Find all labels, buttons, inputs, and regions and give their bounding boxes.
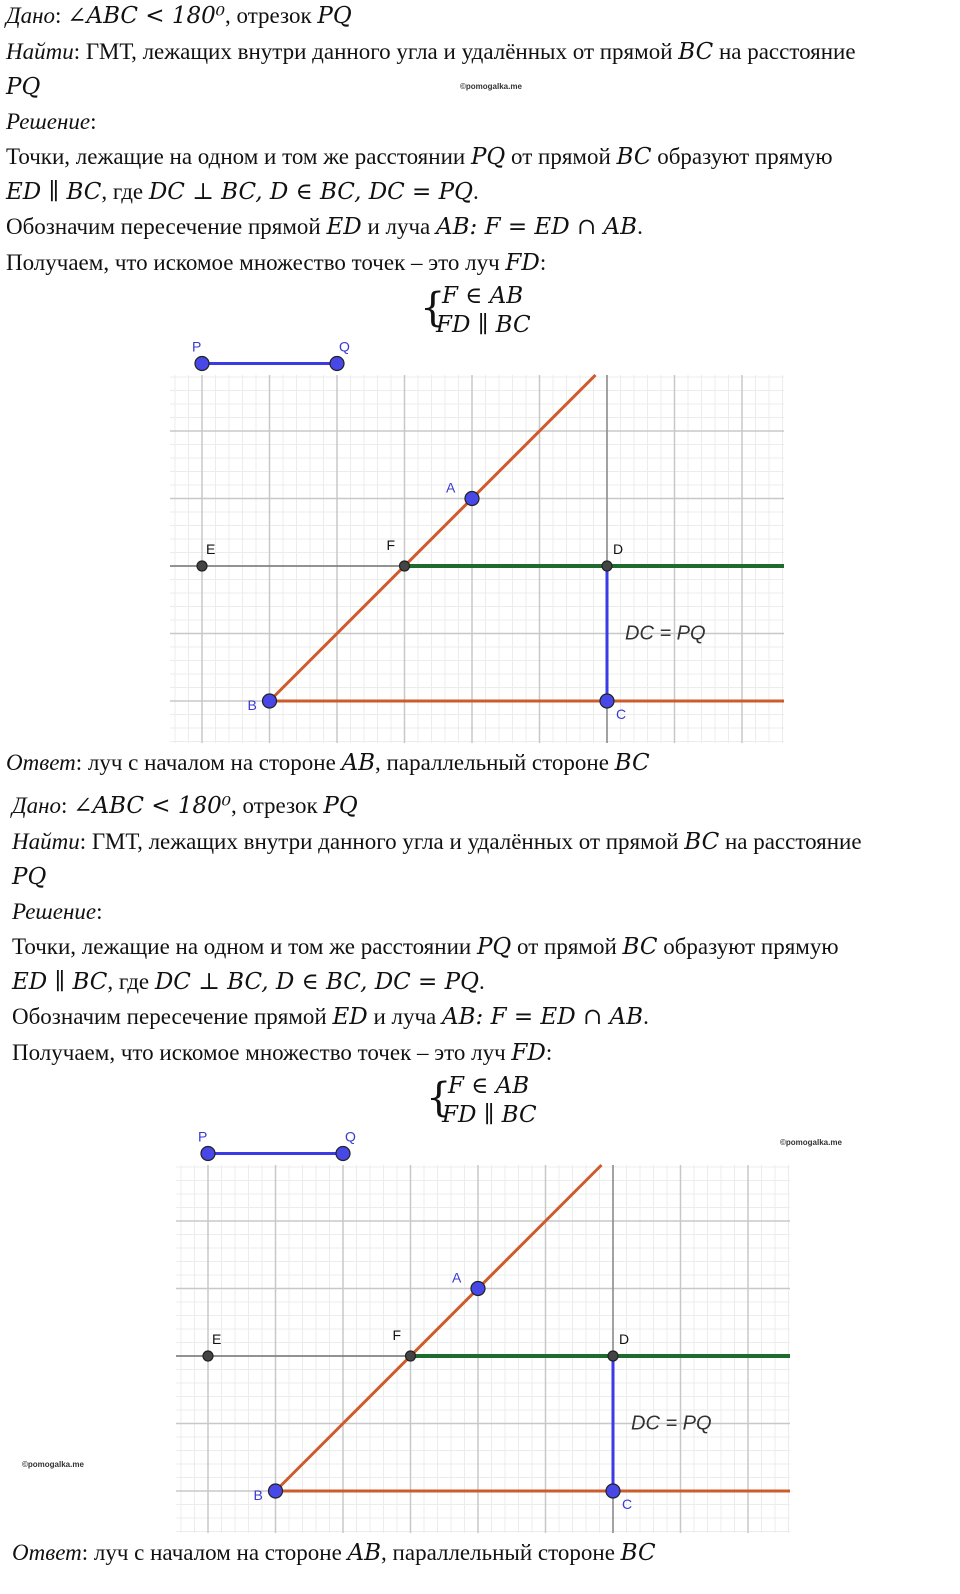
point-label-e: E bbox=[206, 541, 216, 557]
paragraph-3 bbox=[12, 1002, 649, 1032]
given-segment: PQ bbox=[323, 793, 358, 819]
p3-math: AB: F = ED ∩ AB bbox=[442, 1004, 644, 1030]
solution-label: Решение bbox=[6, 109, 91, 134]
given-label: Дано bbox=[12, 793, 62, 818]
find-text2: на расстояние bbox=[713, 39, 856, 64]
point-label-a: A bbox=[446, 479, 456, 496]
point-e bbox=[203, 1351, 213, 1361]
p2-text: , где bbox=[107, 969, 155, 994]
paragraph-3 bbox=[6, 212, 643, 242]
answer-bc: BC bbox=[614, 750, 650, 776]
geometry-figure bbox=[170, 338, 784, 743]
p1-text3: образуют прямую bbox=[657, 934, 839, 959]
point-p bbox=[195, 357, 209, 371]
point-d bbox=[608, 1351, 618, 1361]
p4-end: : bbox=[545, 1040, 553, 1065]
point-label-d: D bbox=[613, 541, 624, 557]
annotation-dc-pq: DC = PQ bbox=[631, 1412, 712, 1435]
watermark: ©pomogalka.me bbox=[460, 82, 522, 91]
answer-line bbox=[12, 1538, 656, 1568]
paragraph-4 bbox=[12, 1038, 552, 1068]
p2-math1: ED ∥ BC bbox=[6, 179, 102, 205]
find-bc: BC bbox=[678, 39, 714, 65]
paragraph-2 bbox=[12, 967, 485, 997]
point-label-c: C bbox=[622, 1496, 633, 1512]
given-rest: , отрезок bbox=[225, 3, 318, 28]
point-p bbox=[201, 1147, 215, 1161]
given-sep: : bbox=[61, 793, 74, 818]
answer-text2: , параллельный стороне bbox=[375, 750, 615, 775]
given-line bbox=[12, 791, 358, 821]
point-a bbox=[465, 492, 479, 506]
p1-text: Точки, лежащие на одном и том же расстоянии bbox=[12, 934, 477, 959]
paragraph-1 bbox=[12, 932, 839, 962]
point-f bbox=[406, 1351, 416, 1361]
point-label-q: Q bbox=[339, 338, 350, 355]
solution-label: Решение bbox=[12, 899, 97, 924]
solution-heading bbox=[6, 107, 97, 137]
p2-math2: DC ⊥ BC, D ∈ BC, DC = PQ bbox=[148, 179, 473, 205]
paragraph-2 bbox=[6, 177, 479, 207]
p3-end: . bbox=[637, 214, 643, 239]
p2-math2: DC ⊥ BC, D ∈ BC, DC = PQ bbox=[154, 969, 479, 995]
given-angle: ∠ABC < 180⁰ bbox=[73, 793, 232, 819]
p1-text2: от прямой bbox=[505, 144, 617, 169]
answer-text: : луч с началом на стороне bbox=[75, 750, 342, 775]
answer-ab: AB bbox=[341, 750, 376, 776]
given-line bbox=[6, 1, 352, 31]
ray-ba bbox=[276, 1165, 602, 1491]
p3-text: Обозначим пересечение прямой bbox=[6, 214, 327, 239]
answer-bc: BC bbox=[620, 1540, 656, 1566]
point-q bbox=[330, 357, 344, 371]
p1-text: Точки, лежащие на одном и том же расстоянии bbox=[6, 144, 471, 169]
p3-math: AB: F = ED ∩ AB bbox=[436, 214, 638, 240]
p1-pq: PQ bbox=[470, 144, 506, 170]
given-label: Дано bbox=[6, 3, 56, 28]
point-label-q: Q bbox=[345, 1128, 356, 1145]
find-text2: на расстояние bbox=[719, 829, 862, 854]
p3-ed: ED bbox=[326, 214, 362, 240]
p2-end: . bbox=[478, 969, 485, 994]
p3-ed: ED bbox=[332, 1004, 368, 1030]
system-line-1: F ∈ AB bbox=[448, 1073, 530, 1099]
p4-fd: FD bbox=[505, 250, 540, 276]
given-angle: ∠ABC < 180⁰ bbox=[67, 3, 226, 29]
annotation-dc-pq: DC = PQ bbox=[625, 622, 706, 645]
find-label: Найти bbox=[12, 829, 80, 854]
point-label-d: D bbox=[619, 1331, 630, 1347]
system-brace: { bbox=[426, 1075, 452, 1121]
point-d bbox=[602, 561, 612, 571]
p2-math1: ED ∥ BC bbox=[12, 969, 108, 995]
find-label: Найти bbox=[6, 39, 74, 64]
point-e bbox=[197, 561, 207, 571]
p3-text: Обозначим пересечение прямой bbox=[12, 1004, 333, 1029]
point-f bbox=[400, 561, 410, 571]
point-label-b: B bbox=[253, 1487, 263, 1503]
given-rest: , отрезок bbox=[231, 793, 324, 818]
p1-pq: PQ bbox=[476, 934, 512, 960]
point-q bbox=[336, 1147, 350, 1161]
point-label-p: P bbox=[192, 338, 202, 355]
find-text: : ГМТ, лежащих внутри данного угла и удалённых от прямой bbox=[73, 39, 679, 64]
find-bc: BC bbox=[684, 829, 720, 855]
point-label-a: A bbox=[452, 1269, 462, 1286]
answer-ab: AB bbox=[347, 1540, 382, 1566]
system-line-2: FD ∥ BC bbox=[442, 1102, 537, 1128]
p4-text: Получаем, что искомое множество точек – это луч bbox=[12, 1040, 512, 1065]
point-label-f: F bbox=[386, 537, 396, 553]
p1-bc: BC bbox=[622, 934, 658, 960]
point-label-c: C bbox=[616, 706, 627, 722]
solution-sep: : bbox=[96, 899, 103, 924]
paragraph-1 bbox=[6, 142, 833, 172]
answer-text2: , параллельный стороне bbox=[381, 1540, 621, 1565]
solution-heading bbox=[12, 897, 103, 927]
find-pq: PQ bbox=[6, 74, 41, 100]
find-text: : ГМТ, лежащих внутри данного угла и удалённых от прямой bbox=[79, 829, 685, 854]
p4-text: Получаем, что искомое множество точек – это луч bbox=[6, 250, 506, 275]
p3-end: . bbox=[643, 1004, 649, 1029]
point-b bbox=[263, 694, 277, 708]
point-label-p: P bbox=[198, 1128, 208, 1145]
solution-sep: : bbox=[90, 109, 97, 134]
system-line-1: F ∈ AB bbox=[442, 283, 524, 309]
p4-fd: FD bbox=[511, 1040, 546, 1066]
point-c bbox=[606, 1484, 620, 1498]
find-line bbox=[6, 37, 856, 67]
p2-end: . bbox=[472, 179, 479, 204]
p1-text3: образуют прямую bbox=[651, 144, 833, 169]
geometry-figure bbox=[176, 1128, 790, 1533]
p3-text2: и луча bbox=[361, 214, 436, 239]
point-label-b: B bbox=[247, 697, 257, 713]
watermark: ©pomogalka.me bbox=[780, 1138, 842, 1147]
point-label-f: F bbox=[392, 1327, 402, 1343]
paragraph-4 bbox=[6, 248, 546, 278]
given-segment: PQ bbox=[317, 3, 352, 29]
answer-label: Ответ bbox=[12, 1540, 82, 1565]
point-c bbox=[600, 694, 614, 708]
ray-ba bbox=[270, 375, 596, 701]
p1-bc: BC bbox=[616, 144, 652, 170]
system-brace: { bbox=[420, 285, 446, 331]
answer-line bbox=[6, 748, 650, 778]
answer-label: Ответ bbox=[6, 750, 76, 775]
p1-text2: от прямой bbox=[511, 934, 623, 959]
system-line-2: FD ∥ BC bbox=[436, 312, 531, 338]
watermark: ©pomogalka.me bbox=[22, 1460, 84, 1469]
point-a bbox=[471, 1282, 485, 1296]
find-pq: PQ bbox=[12, 864, 47, 890]
find-line bbox=[12, 827, 862, 857]
given-sep: : bbox=[55, 3, 68, 28]
point-b bbox=[269, 1484, 283, 1498]
p3-text2: и луча bbox=[367, 1004, 442, 1029]
answer-text: : луч с началом на стороне bbox=[81, 1540, 348, 1565]
p4-end: : bbox=[539, 250, 547, 275]
point-label-e: E bbox=[212, 1331, 222, 1347]
p2-text: , где bbox=[101, 179, 149, 204]
